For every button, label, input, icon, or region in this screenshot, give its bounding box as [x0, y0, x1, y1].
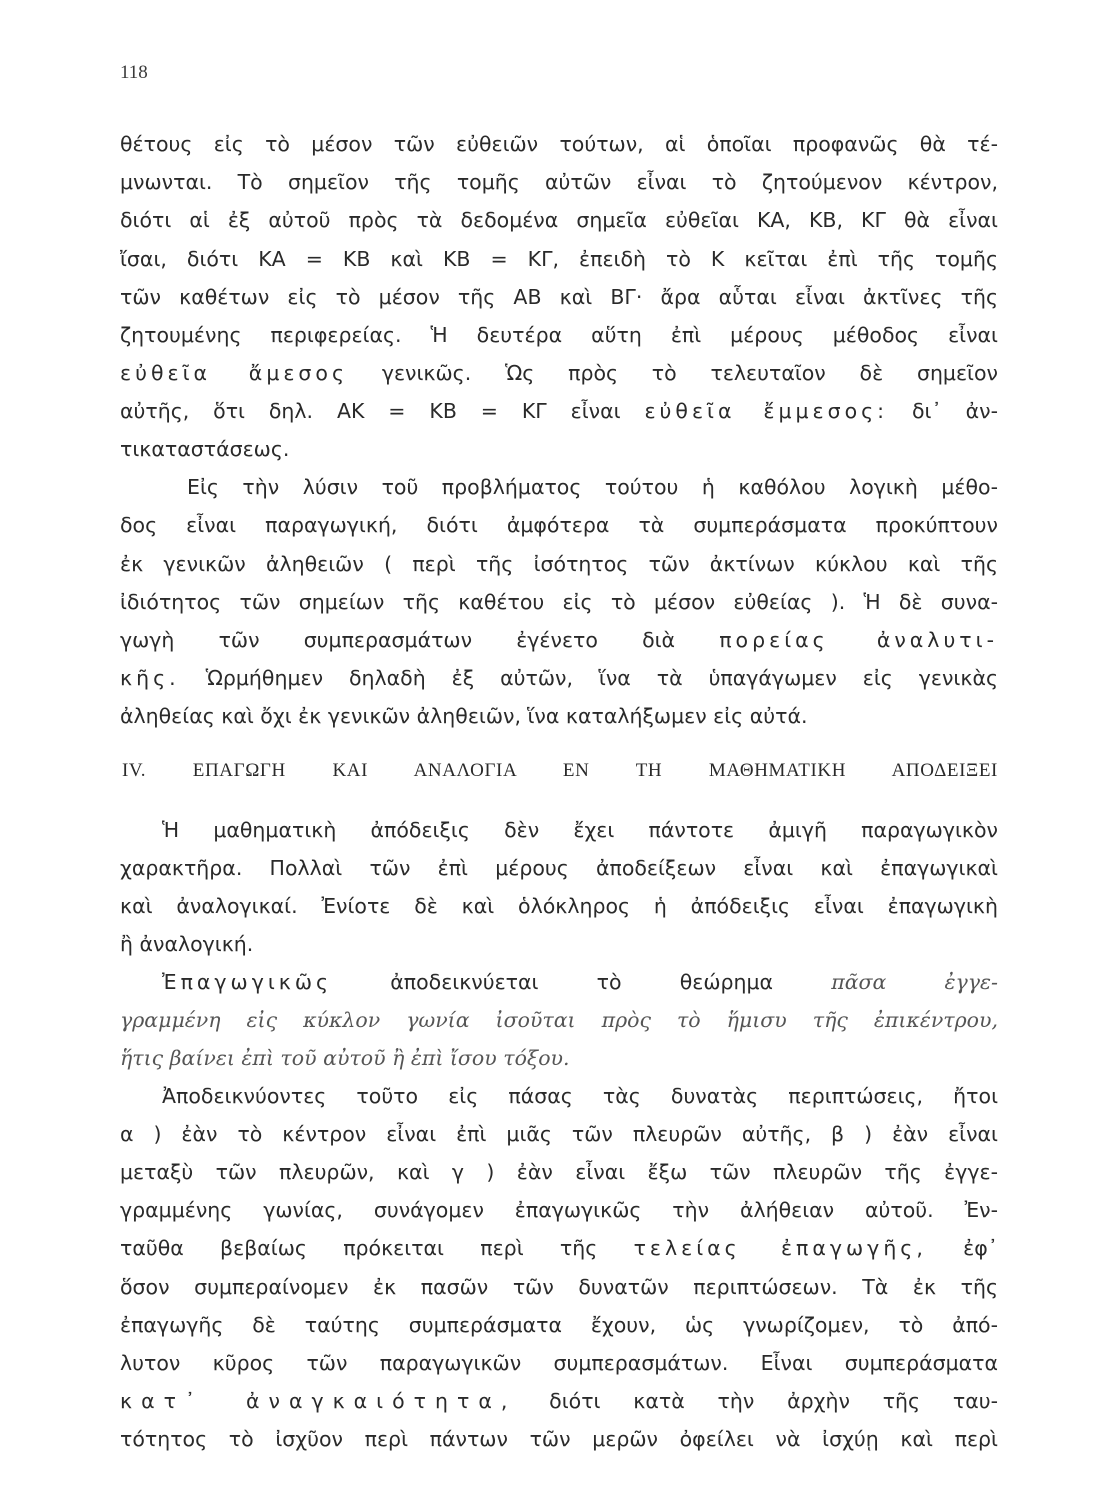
text-span: δι᾽ ἀν- — [912, 399, 998, 423]
text-line — [120, 398, 998, 424]
text-line: τικαταστάσεως. — [120, 437, 290, 461]
spaced-term: εὐθεῖα ἄμεσος — [120, 361, 349, 385]
text-span: ἀποδεικνύεται τὸ θεώρημα — [390, 970, 774, 994]
spaced-term: κατ᾽ ἀναγκαιότητα, — [120, 1389, 517, 1413]
text-line: ἢ ἀναλογική. — [120, 932, 254, 956]
text-line: γραμμένης γωνίας, συνάγομεν ἐπαγωγικῶς τὴν ἀλήθειαν αὐτοῦ. Ἐν- — [120, 1198, 998, 1222]
text-span: διότι κατὰ τὴν ἀρχὴν τῆς ταυ- — [549, 1389, 998, 1413]
text-line: θέτους εἰς τὸ μέσον τῶν εὐθειῶν τούτων, αἱ ὁποῖαι προφανῶς θὰ τέ- — [120, 132, 998, 156]
text-line: ἰδιότητος τῶν σημείων τῆς καθέτου εἰς τὸ μέσον εὐθείας ). Ἡ δὲ συνα- — [120, 590, 998, 614]
text-line: Εἰς τὴν λύσιν τοῦ προβλήματος τούτου ἡ καθόλου λογικὴ μέθο- — [187, 475, 998, 499]
text-line: ὅσον συμπεραίνομεν ἐκ πασῶν τῶν δυνατῶν περιπτώσεων. Τὰ ἐκ τῆς — [120, 1275, 998, 1299]
text-span: ταῦθα βεβαίως πρόκειται περὶ τῆς — [120, 1236, 598, 1260]
text-line — [120, 360, 998, 386]
section-heading: IV. ΕΠΑΓΩΓΗ ΚΑΙ ΑΝΑΛΟΓΙΑ ΕΝ ΤΗ ΜΑΘΗΜΑΤΙΚΗ ΑΠΟΔΕΙΞΕΙ — [122, 760, 998, 781]
spaced-term: τελείας ἐπαγωγῆς, — [633, 1236, 927, 1260]
spaced-term: πορείας ἀναλυτι- — [719, 628, 998, 652]
text-line: α ) ἐὰν τὸ κέντρον εἶναι ἐπὶ μιᾶς τῶν πλευρῶν αὐτῆς, β ) ἐὰν εἶναι — [120, 1122, 998, 1146]
text-line: διότι αἱ ἐξ αὐτοῦ πρὸς τὰ δεδομένα σημεῖα εὐθεῖαι ΚΑ, ΚΒ, ΚΓ θὰ εἶναι — [120, 208, 998, 232]
text-line: ἐπαγωγῆς δὲ ταύτης συμπεράσματα ἔχουν, ὡς γνωρίζομεν, τὸ ἀπό- — [120, 1313, 998, 1337]
text-span: γωγὴ τῶν συμπερασμάτων ἐγένετο διὰ — [120, 628, 676, 652]
text-line: λυτον κῦρος τῶν παραγωγικῶν συμπερασμάτων. Εἶναι συμπεράσματα — [120, 1351, 998, 1375]
text-line: ἀληθείας καὶ ὄχι ἐκ γενικῶν ἀληθειῶν, ἵνα καταλήξωμεν εἰς αὐτά. — [120, 704, 808, 728]
spaced-term: εὐθεῖα ἔμμεσος: — [644, 399, 889, 423]
text-span: Ὡρμήθημεν δηλαδὴ ἐξ αὐτῶν, ἵνα τὰ ὑπαγάγωμεν εἰς γενικὰς — [205, 666, 998, 690]
text-line: ἴσαι, διότι ΚΑ = ΚΒ καὶ ΚΒ = ΚΓ, ἐπειδὴ τὸ Κ κεῖται ἐπὶ τῆς τομῆς — [120, 247, 998, 271]
text-line: τῶν καθέτων εἰς τὸ μέσον τῆς ΑΒ καὶ ΒΓ· ἄρα αὗται εἶναι ἀκτῖνες τῆς — [120, 285, 998, 309]
spaced-term: Ἐπαγωγικῶς — [162, 970, 333, 994]
spaced-term: κῆς. — [120, 666, 180, 690]
text-line: Ἀποδεικνύοντες τοῦτο εἰς πάσας τὰς δυνατὰς περιπτώσεις, ἤτοι — [162, 1084, 998, 1108]
text-span: ἐφ᾽ — [963, 1236, 998, 1260]
text-line: καὶ ἀναλογικαί. Ἐνίοτε δὲ καὶ ὁλόκληρος ἡ ἀπόδειξις εἶναι ἐπαγωγικὴ — [120, 894, 998, 918]
text-line: χαρακτῆρα. Πολλαὶ τῶν ἐπὶ μέρους ἀποδείξεων εἶναι καὶ ἐπαγωγικαὶ — [120, 856, 998, 880]
text-line — [120, 1235, 998, 1261]
text-line: δος εἶναι παραγωγική, διότι ἀμφότερα τὰ συμπεράσματα προκύπτουν — [120, 513, 998, 537]
text-line — [162, 969, 998, 995]
text-line — [120, 665, 998, 691]
text-line — [120, 1388, 998, 1414]
text-line: ζητουμένης περιφερείας. Ἡ δευτέρα αὕτη ἐπὶ μέρους μέθοδος εἶναι — [120, 323, 998, 347]
theorem-text: γραμμένη εἰς κύκλον γωνία ἰσοῦται πρὸς τὸ ἥμισυ τῆς ἐπικέντρου, — [120, 1008, 998, 1032]
text-line: μνωνται. Τὸ σημεῖον τῆς τομῆς αὐτῶν εἶναι τὸ ζητούμενον κέντρον, — [120, 170, 998, 194]
text-line — [120, 627, 998, 653]
text-line: Ἡ μαθηματικὴ ἀπόδειξις δὲν ἔχει πάντοτε ἀμιγῆ παραγωγικὸν — [162, 818, 998, 842]
page-number: 118 — [120, 62, 148, 83]
text-line: μεταξὺ τῶν πλευρῶν, καὶ γ ) ἐὰν εἶναι ἔξω τῶν πλευρῶν τῆς ἐγγε- — [120, 1160, 998, 1184]
theorem-text: ἥτις βαίνει ἐπὶ τοῦ αὐτοῦ ἢ ἐπὶ ἴσου τόξου. — [120, 1046, 570, 1070]
text-line: ἐκ γενικῶν ἀληθειῶν ( περὶ τῆς ἰσότητος τῶν ἀκτίνων κύκλου καὶ τῆς — [120, 552, 998, 576]
theorem-text: πᾶσα ἐγγε- — [831, 970, 998, 994]
text-span: γενικῶς. Ὡς πρὸς τὸ τελευταῖον δὲ σημεῖον — [381, 361, 998, 385]
text-line: τότητος τὸ ἰσχῦον περὶ πάντων τῶν μερῶν ὀφείλει νὰ ἰσχύῃ καὶ περὶ — [120, 1427, 998, 1451]
text-span: αὐτῆς, ὅτι δηλ. ΑΚ = ΚΒ = ΚΓ εἶναι — [120, 399, 621, 423]
